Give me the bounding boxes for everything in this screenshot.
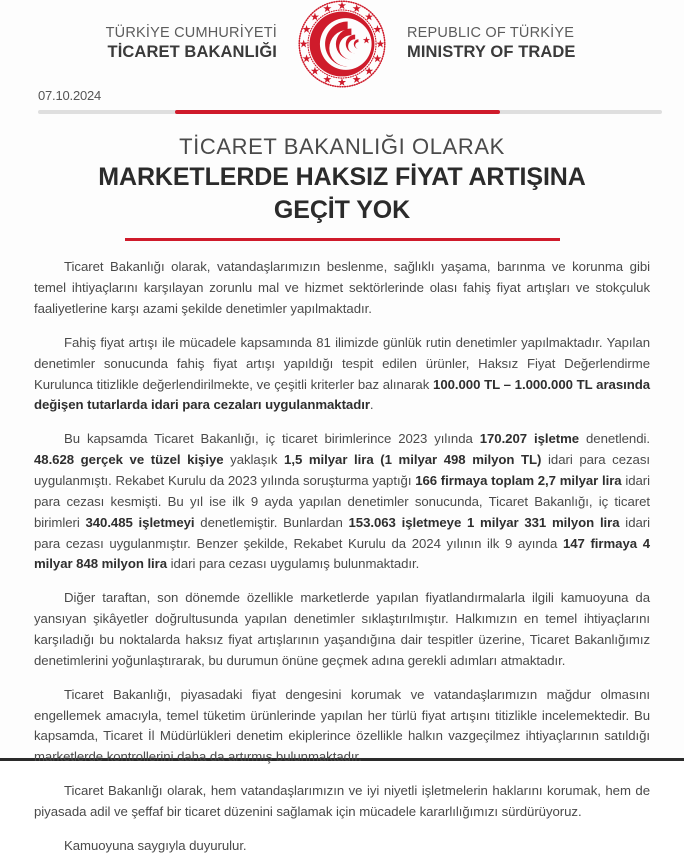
brand-turkish-line1: TÜRKİYE CUMHURİYETİ: [105, 25, 277, 42]
paragraph-5-text: Ticaret Bakanlığı, piyasadaki fiyat dengesini korumak ve vatandaşlarımızın mağdur olmasını engellemek amacıyla, temel tüketim ürünlerinde yapılan her türlü fiyat artışını titizlikle incelemektedir. Bu kapsamda, Ticaret İl Müdürlükleri denetim ekiplerince özellikle halkın vazgeçilmez ihtiyaçlarının satıldığı marketlerde kontrollerini daha da artırmış bulunmaktadır.: [34, 686, 650, 765]
closing-text: Kamuoyuna saygıyla duyurulur.: [64, 837, 247, 853]
headline-kicker: TİCARET BAKANLIĞI OLARAK: [179, 134, 505, 159]
stat-penalty-amount-2023: 1,5 milyar lira (1 milyar 498 milyon TL): [284, 452, 542, 468]
paragraph-3-text-i: idari para cezası kesmişti. Bu yıl ise ilk 9 ayda yapılan denetimler sonucunda, Ticaret Bakanlığı, iç ticaret birimleri: [34, 473, 651, 530]
stat-inspected-businesses-2023: 170.207 işletme: [479, 431, 580, 447]
paragraph-3: [34, 429, 650, 575]
header-divider-accent: [175, 110, 499, 114]
paragraph-3-text-a: Bu kapsamda Ticaret Bakanlığı, iç ticaret birimlerince 2023 yılında: [64, 431, 480, 447]
paragraph-1-text: Ticaret Bakanlığı olarak, vatandaşlarımızın beslenme, sağlıklı yaşama, barınma ve korunma gibi temel ihtiyaçlarını karşılayan zorunlu mal ve hizmet sektörlerinde olası fahiş fiyat artışları ve stokçuluk faaliyetlerine karşı azami şekilde denetimler yapılmaktadır.: [34, 259, 650, 317]
paragraph-2-text-c: .: [369, 397, 374, 413]
publication-date: 07.10.2024: [38, 88, 102, 103]
paragraph-4: [34, 588, 650, 671]
masthead: [0, 0, 684, 88]
paragraph-6-text: Ticaret Bakanlığı olarak, hem vatandaşlarımızın ve iyi niyetli işletmelerin haklarını korumak, hem de piyasada adil ve şeffaf bir ticaret düzenini sağlamak için mücadele kararlılığımızı sürdürüyoruz.: [34, 783, 650, 820]
paragraph-2-text-a: Fahiş fiyat artışı ile mücadele kapsamında 81 ilimizde günlük rutin denetimler yapılmaktadır. Yapılan denetimler sonucunda fahiş fiyat artışı yapıldığı tespit edilen ürünler, Haksız Fiyat Değerlendirme Kurulunca titizlikle değerlendirilmekte, ve çeşitli kriterler baz alınarak: [34, 334, 650, 392]
paragraph-3-text-o: idari para cezası uygulamış bulunmaktadır.: [167, 556, 420, 572]
paragraph-3-text-c: denetlendi.: [579, 431, 650, 447]
paragraph-2: [34, 333, 650, 416]
stat-inspected-businesses-2024: 340.485 işletmeyi: [85, 514, 195, 530]
brand-english: [389, 25, 617, 63]
date-and-divider: [0, 88, 684, 118]
header-divider: [38, 110, 662, 114]
paragraph-3-text-g: idari para cezası uygulanmıştı. Rekabet Kurulu da 2023 yılında soruşturma yaptığı: [34, 452, 650, 489]
brand-turkish-line2: TİCARET BAKANLIĞI: [107, 43, 277, 62]
article-body: [0, 241, 684, 856]
brand-english-line2: MINISTRY OF TRADE: [407, 43, 576, 62]
paragraph-4-text: Diğer taraftan, son dönemde özellikle marketlerde yapılan fiyatlandırmalarla ilgili kamuoyuna da yansıyan şikâyetler doğrultusunda yapılan denetimler sıklaştırılmıştır. Halkımızın en temel ihtiyaçlarını karşıladığı bu noktalarda haksız fiyat artışlarının yaşandığına dair tespitler üzerine, Ticaret Bakanlığımız denetimlerini yoğunlaştırarak, bu durumun önüne geçmek adına gerekli adımları atmaktadır.: [34, 590, 650, 668]
stat-competition-board-2024: 147 firmaya 4 milyar 848 milyon lira: [34, 535, 650, 572]
paragraph-3-text-m: idari para cezası uygulanmıştır. Benzer şekilde, Rekabet Kurulu da 2024 yılının ilk 9 ayında: [34, 514, 650, 551]
paragraph-3-text-k: denetlemiştir. Bunlardan: [194, 514, 349, 530]
stat-penalized-businesses-2024: 153.063 işletmeye 1 milyar 331 milyon lira: [348, 514, 620, 530]
paragraph-5: [34, 685, 650, 768]
brand-english-line1: REPUBLIC OF TÜRKİYE: [407, 25, 575, 42]
paragraph-6: [34, 781, 650, 823]
headline-block: [0, 134, 684, 241]
paragraph-closing: [34, 836, 650, 857]
stat-penalized-persons-2023: 48.628 gerçek ve tüzel kişiye: [34, 452, 224, 468]
turkish-republic-emblem-icon: [295, 0, 389, 91]
paragraph-1: [34, 257, 650, 320]
brand-turkish: [67, 25, 295, 63]
headline-main-line2: GEÇİT YOK: [273, 196, 411, 225]
headline-main-line1: MARKETLERDE HAKSIZ FİYAT ARTIŞINA: [98, 163, 586, 192]
paragraph-3-text-e: yaklaşık: [223, 452, 285, 468]
paragraph-2-penalty-range: 100.000 TL – 1.000.000 TL arasında değişen tutarlarda idari para cezaları uygulanmaktadır: [34, 376, 651, 413]
stat-competition-board-2023: 166 firmaya toplam 2,7 milyar lira: [415, 473, 622, 489]
